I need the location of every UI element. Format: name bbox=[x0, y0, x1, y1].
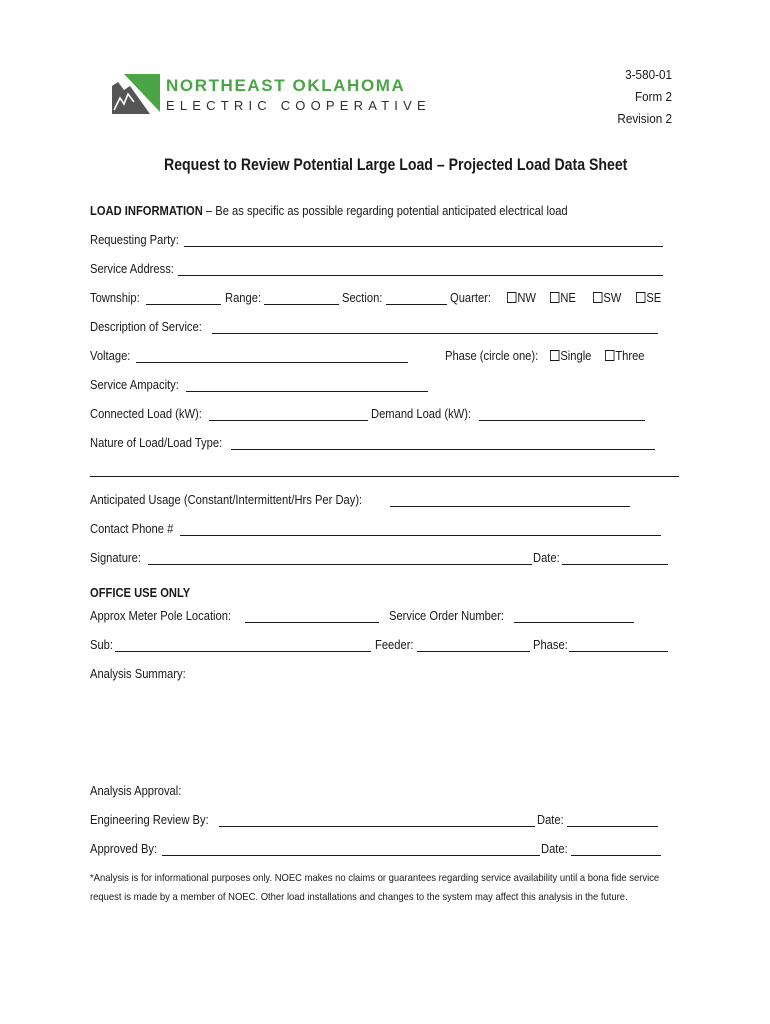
page-title: Request to Review Potential Large Load – Projected Load Data Sheet bbox=[164, 155, 628, 174]
requesting-party-field[interactable] bbox=[184, 246, 663, 247]
office-phase-label: Phase: bbox=[533, 637, 568, 652]
logo-line1: NORTHEAST OKLAHOMA bbox=[166, 76, 406, 95]
checkbox-icon[interactable] bbox=[593, 292, 602, 303]
connected-load-label: Connected Load (kW): bbox=[90, 406, 202, 421]
checkbox-icon[interactable] bbox=[636, 292, 645, 303]
phase-label: Phase (circle one): bbox=[445, 348, 539, 363]
approved-by-label: Approved By: bbox=[90, 841, 158, 856]
quarter-label: Quarter: bbox=[450, 290, 492, 305]
meter-pole-label: Approx Meter Pole Location: bbox=[90, 608, 232, 623]
analysis-summary-label: Analysis Summary: bbox=[90, 666, 186, 681]
engineering-date-label: Date: bbox=[537, 812, 564, 827]
phase-option-three[interactable]: Three bbox=[605, 348, 645, 364]
engineering-review-label: Engineering Review By: bbox=[90, 812, 209, 827]
quarter-option-sw[interactable]: SW bbox=[593, 290, 621, 306]
revision-label: Revision 2 bbox=[617, 111, 672, 126]
anticipated-usage-field[interactable] bbox=[390, 506, 630, 507]
contact-phone-label: Contact Phone # bbox=[90, 521, 174, 536]
ampacity-field[interactable] bbox=[186, 391, 428, 392]
quarter-option-se[interactable]: SE bbox=[636, 290, 661, 306]
range-label: Range: bbox=[225, 290, 262, 305]
feeder-field[interactable] bbox=[417, 651, 530, 652]
voltage-field[interactable] bbox=[136, 362, 408, 363]
logo-line2: ELECTRIC COOPERATIVE bbox=[166, 98, 431, 113]
meter-pole-field[interactable] bbox=[245, 622, 379, 623]
load-info-heading bbox=[90, 203, 568, 219]
contact-phone-field[interactable] bbox=[180, 535, 661, 536]
nature-field-continued[interactable] bbox=[90, 476, 679, 477]
voltage-label: Voltage: bbox=[90, 348, 131, 363]
load-info-heading-bold: LOAD INFORMATION bbox=[90, 203, 203, 218]
analysis-approval-label: Analysis Approval: bbox=[90, 783, 182, 798]
signature-date-label: Date: bbox=[533, 550, 560, 565]
logo-mark-icon bbox=[110, 74, 160, 116]
engineering-date-field[interactable] bbox=[567, 826, 658, 827]
quarter-option-ne[interactable]: NE bbox=[550, 290, 576, 306]
form-info bbox=[564, 64, 672, 130]
load-info-subheading: – Be as specific as possible regarding potential anticipated electrical load bbox=[202, 203, 568, 218]
requesting-party-label: Requesting Party: bbox=[90, 232, 179, 247]
checkbox-icon[interactable] bbox=[550, 350, 559, 361]
engineering-review-field[interactable] bbox=[219, 826, 535, 827]
checkbox-icon[interactable] bbox=[605, 350, 614, 361]
description-field[interactable] bbox=[212, 333, 658, 334]
company-logo bbox=[110, 74, 431, 118]
connected-load-field[interactable] bbox=[209, 420, 368, 421]
form-label: Form 2 bbox=[634, 89, 672, 104]
service-address-field[interactable] bbox=[178, 275, 663, 276]
demand-load-label: Demand Load (kW): bbox=[371, 406, 472, 421]
nature-field[interactable] bbox=[231, 449, 655, 450]
checkbox-icon[interactable] bbox=[550, 292, 559, 303]
signature-label: Signature: bbox=[90, 550, 141, 565]
form-number: 3-580-01 bbox=[625, 67, 672, 82]
service-address-label: Service Address: bbox=[90, 261, 174, 276]
quarter-option-nw[interactable]: NW bbox=[507, 290, 536, 306]
service-order-field[interactable] bbox=[514, 622, 634, 623]
sub-label: Sub: bbox=[90, 637, 114, 652]
service-order-label: Service Order Number: bbox=[389, 608, 504, 623]
description-label: Description of Service: bbox=[90, 319, 202, 334]
feeder-label: Feeder: bbox=[375, 637, 414, 652]
township-field[interactable] bbox=[146, 304, 221, 305]
nature-label: Nature of Load/Load Type: bbox=[90, 435, 223, 450]
approved-date-field[interactable] bbox=[571, 855, 661, 856]
sub-field[interactable] bbox=[115, 651, 371, 652]
anticipated-usage-label: Anticipated Usage (Constant/Intermittent/Hrs Per Day): bbox=[90, 492, 363, 507]
ampacity-label: Service Ampacity: bbox=[90, 377, 179, 392]
section-label: Section: bbox=[342, 290, 383, 305]
office-use-heading: OFFICE USE ONLY bbox=[90, 585, 191, 600]
phase-option-single[interactable]: Single bbox=[550, 348, 591, 364]
office-phase-field[interactable] bbox=[569, 651, 668, 652]
demand-load-field[interactable] bbox=[479, 420, 645, 421]
approved-by-field[interactable] bbox=[162, 855, 540, 856]
signature-date-field[interactable] bbox=[562, 564, 668, 565]
township-label: Township: bbox=[90, 290, 140, 305]
signature-field[interactable] bbox=[148, 564, 532, 565]
approved-date-label: Date: bbox=[541, 841, 568, 856]
checkbox-icon[interactable] bbox=[507, 292, 516, 303]
footnote: *Analysis is for informational purposes only. NOEC makes no claims or guarantees regarding service availability until a bona fide service request is made by a member of NOEC. Other load installations and changes to the system may affect this analysis in the future. bbox=[90, 872, 660, 903]
range-field[interactable] bbox=[264, 304, 339, 305]
section-field[interactable] bbox=[386, 304, 447, 305]
